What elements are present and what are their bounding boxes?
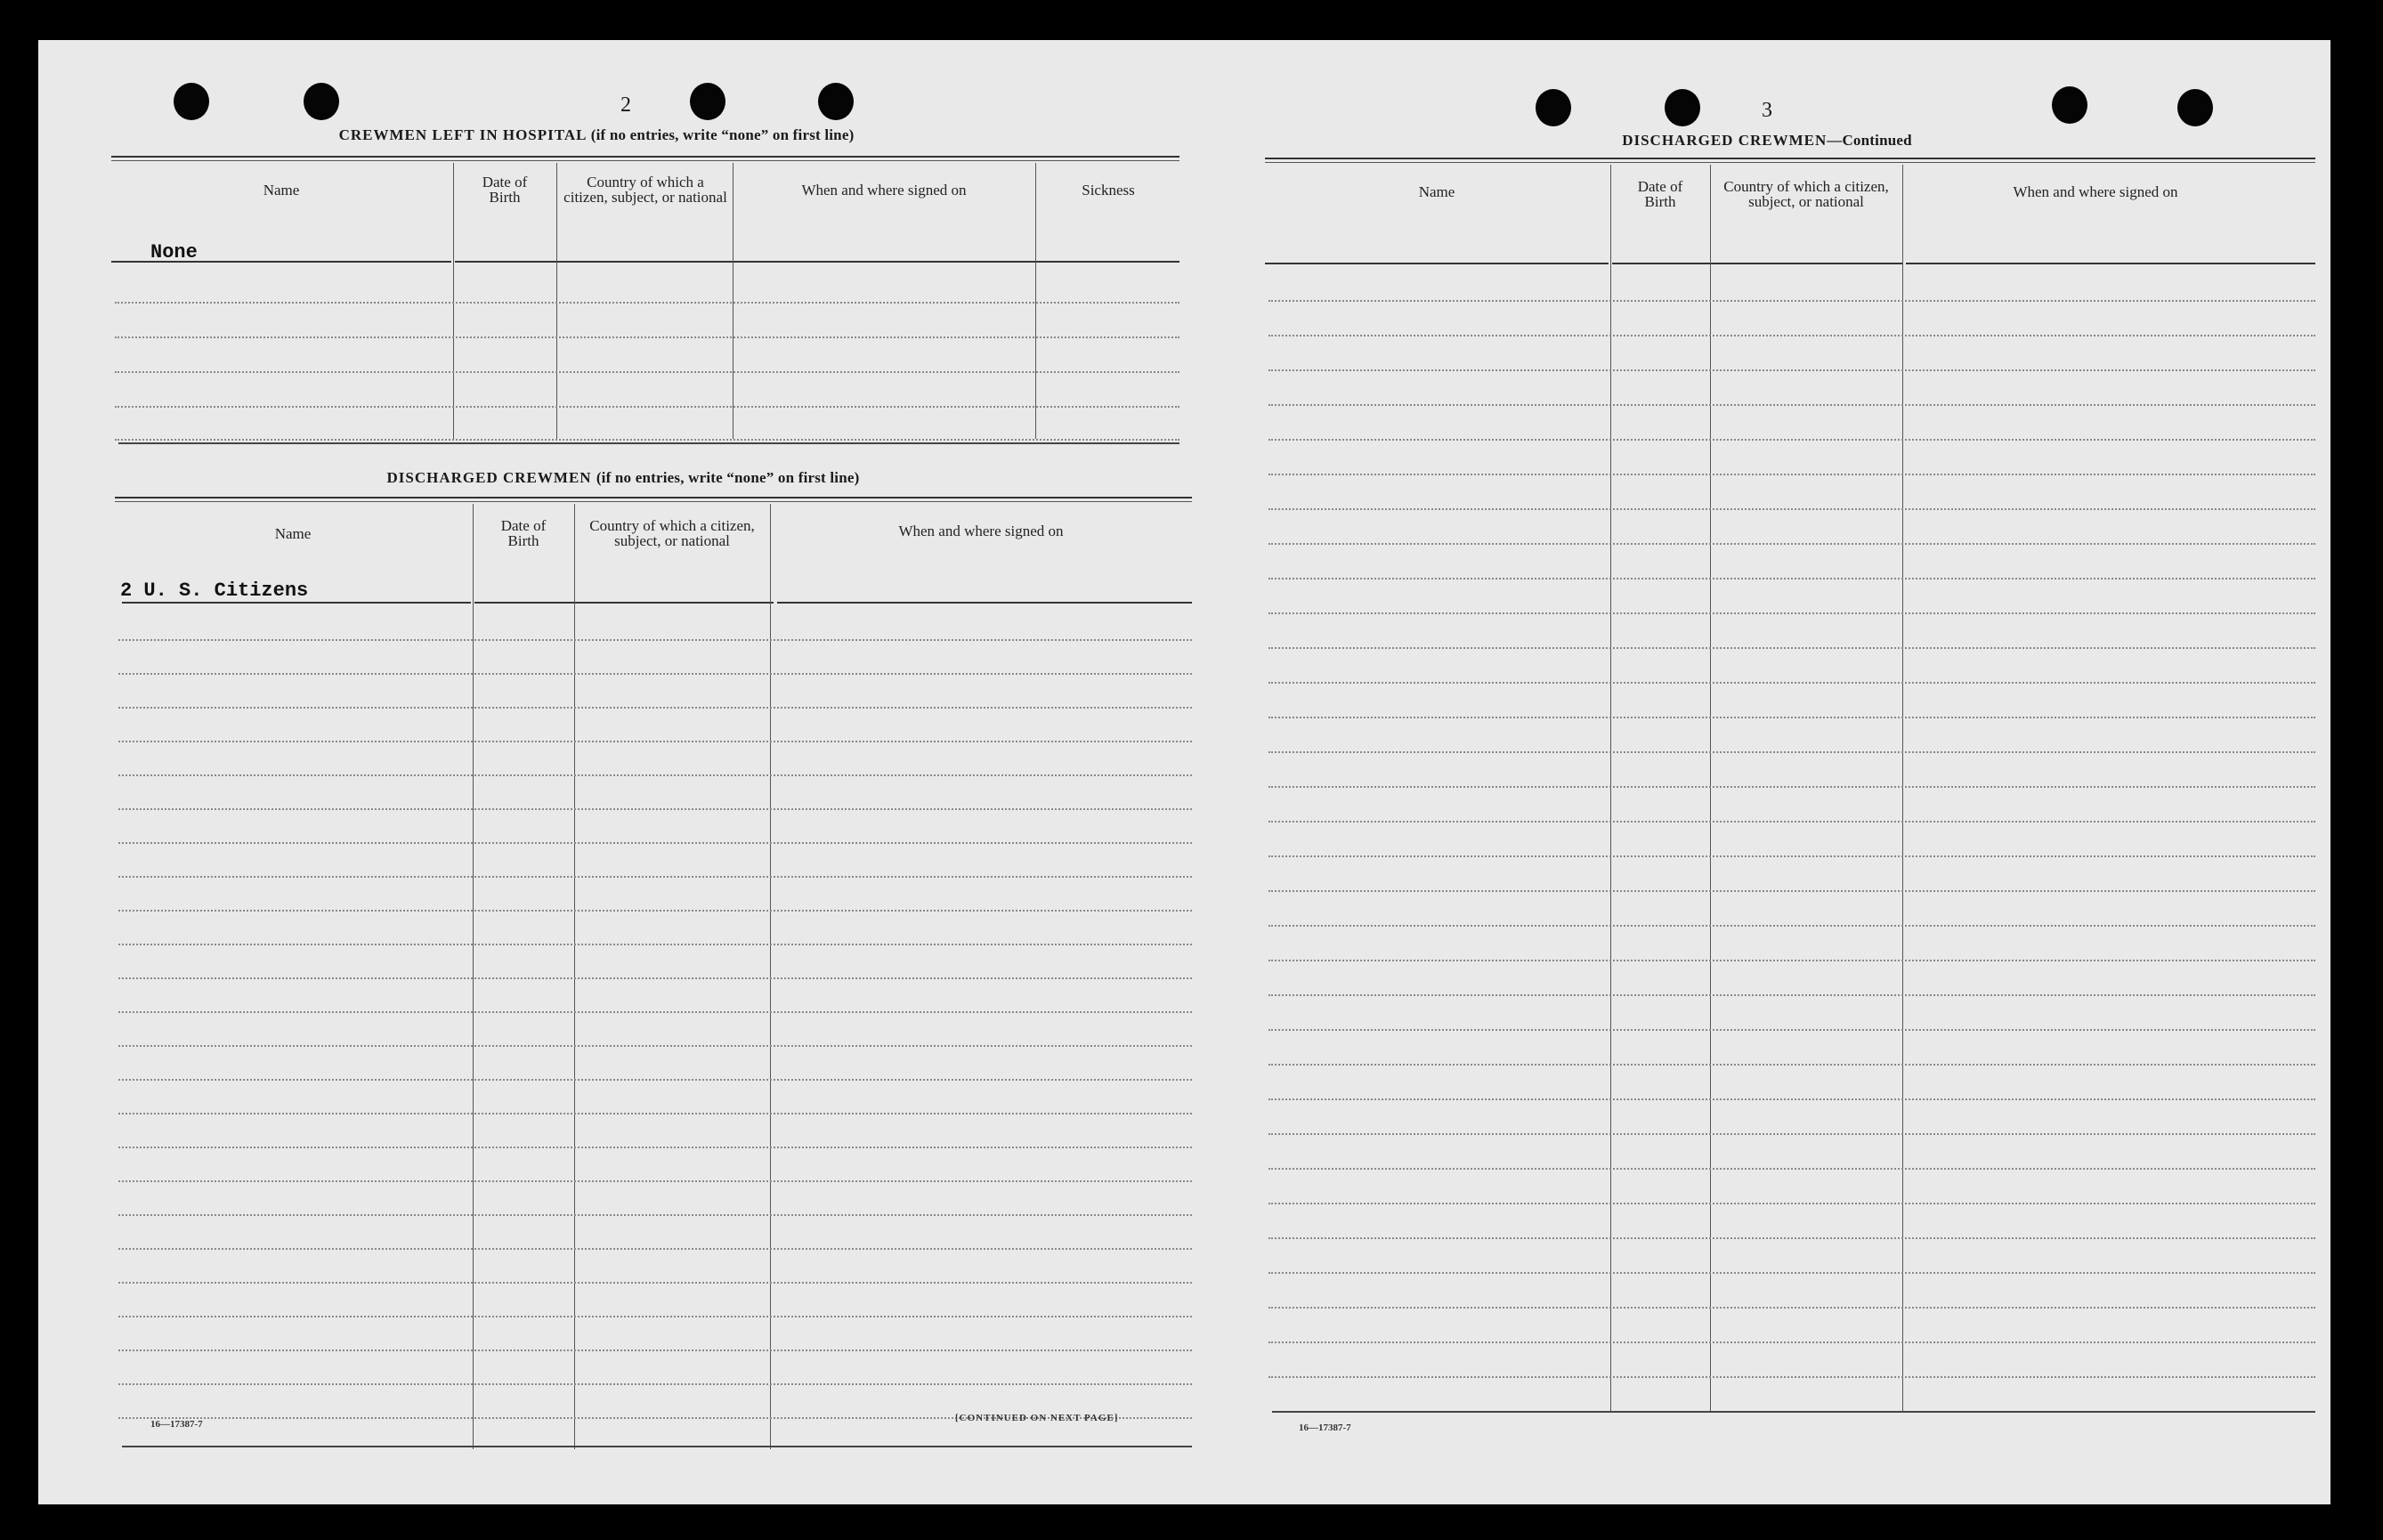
entry-line bbox=[118, 842, 1192, 844]
entry-line bbox=[1269, 1237, 2315, 1239]
entry-line bbox=[118, 1079, 1192, 1081]
entry-line bbox=[1269, 1376, 2315, 1378]
header-rule bbox=[122, 602, 471, 604]
entry-line bbox=[118, 910, 1192, 912]
entry-line bbox=[118, 774, 1192, 776]
entry-line bbox=[118, 1180, 1192, 1182]
column-header-country: Country of which a citizen, subject, or national bbox=[563, 174, 727, 206]
entry-line bbox=[1269, 855, 2315, 857]
column-header-date-of-birth: Date of Birth bbox=[500, 517, 547, 549]
column-header-date-of-birth: Date of Birth bbox=[482, 174, 528, 206]
table-bottom-rule bbox=[118, 442, 1179, 444]
column-divider bbox=[473, 504, 474, 1449]
column-divider bbox=[770, 504, 771, 1449]
column-divider bbox=[453, 163, 454, 439]
entry-line bbox=[118, 1350, 1192, 1351]
column-divider bbox=[1610, 165, 1611, 1413]
entry-line bbox=[118, 1214, 1192, 1216]
column-divider bbox=[574, 504, 575, 1449]
entry-line bbox=[1269, 751, 2315, 753]
entry-line bbox=[115, 336, 1179, 338]
header-rule bbox=[455, 261, 1179, 263]
entry-line bbox=[118, 639, 1192, 641]
entry-line bbox=[118, 1282, 1192, 1284]
column-divider bbox=[733, 163, 734, 439]
header-rule bbox=[1906, 263, 2315, 264]
entry-line bbox=[1269, 1098, 2315, 1100]
entry-line bbox=[1269, 925, 2315, 927]
header-rule bbox=[777, 602, 1192, 604]
page-number-right: 3 bbox=[1762, 99, 1772, 122]
column-header-country: Country of which a citizen, subject, or national bbox=[1723, 178, 1889, 210]
column-header-signed-on: When and where signed on bbox=[801, 181, 967, 199]
entry-line bbox=[1269, 1029, 2315, 1031]
hospital-instruction: (if no entries, write “none” on first line) bbox=[590, 126, 855, 143]
table-bottom-rule bbox=[1272, 1411, 2315, 1413]
entry-line bbox=[118, 977, 1192, 979]
entry-line bbox=[1269, 612, 2315, 614]
table-top-rule-2 bbox=[1265, 162, 2315, 163]
header-rule bbox=[1265, 263, 1609, 264]
entry-line bbox=[1269, 1341, 2315, 1343]
form-code-left: 16—17387-7 bbox=[150, 1419, 203, 1430]
entry-line bbox=[1269, 404, 2315, 406]
discharged-instruction: (if no entries, write “none” on first line) bbox=[596, 469, 860, 486]
entry-line bbox=[118, 944, 1192, 945]
entry-line bbox=[118, 1045, 1192, 1047]
hospital-table bbox=[111, 156, 1179, 485]
column-header-sickness: Sickness bbox=[1082, 181, 1135, 199]
column-divider bbox=[556, 163, 557, 439]
entry-line bbox=[118, 1316, 1192, 1317]
table-top-rule bbox=[1265, 158, 2315, 159]
entry-line bbox=[1269, 1064, 2315, 1066]
punch-hole bbox=[304, 83, 339, 120]
punch-hole bbox=[2052, 86, 2087, 124]
discharged-section-title bbox=[387, 469, 860, 487]
entry-line bbox=[115, 302, 1179, 304]
table-top-rule-2 bbox=[115, 501, 1192, 502]
hospital-title-text: CREWMEN LEFT IN HOSPITAL bbox=[338, 126, 587, 143]
entry-line bbox=[1269, 335, 2315, 336]
punch-hole bbox=[2177, 89, 2213, 126]
entry-line bbox=[115, 406, 1179, 408]
entry-line bbox=[115, 371, 1179, 373]
table-top-rule bbox=[111, 156, 1179, 158]
column-divider bbox=[1035, 163, 1036, 439]
table-bottom-rule bbox=[122, 1446, 1192, 1447]
entry-line bbox=[118, 1011, 1192, 1013]
entry-line bbox=[1269, 786, 2315, 788]
continued-note: [CONTINUED ON NEXT PAGE] bbox=[955, 1413, 1119, 1423]
discharged-entry-name: 2 U. S. Citizens bbox=[120, 580, 309, 602]
entry-line bbox=[1269, 647, 2315, 649]
entry-line bbox=[1269, 717, 2315, 718]
entry-line bbox=[1269, 682, 2315, 684]
column-header-signed-on: When and where signed on bbox=[898, 522, 1064, 539]
discharged-continued-title bbox=[1622, 132, 1912, 150]
table-top-rule-2 bbox=[111, 160, 1179, 161]
entry-line bbox=[118, 741, 1192, 742]
header-rule bbox=[474, 602, 774, 604]
discharged-continued-table bbox=[1265, 158, 2315, 1422]
entry-line bbox=[118, 876, 1192, 878]
entry-line bbox=[1269, 543, 2315, 545]
entry-line bbox=[1269, 1168, 2315, 1170]
entry-line bbox=[1269, 439, 2315, 441]
column-header-name: Name bbox=[263, 181, 300, 199]
column-divider bbox=[1710, 165, 1711, 1413]
document-sheet bbox=[38, 40, 2330, 1504]
column-divider bbox=[1902, 165, 1903, 1413]
entry-line bbox=[1269, 474, 2315, 475]
entry-line bbox=[1269, 994, 2315, 996]
punch-hole bbox=[818, 83, 854, 120]
entry-line bbox=[118, 1383, 1192, 1385]
hospital-entry-name: None bbox=[150, 241, 198, 263]
continued-suffix: —Continued bbox=[1827, 132, 1912, 149]
punch-hole bbox=[690, 83, 725, 120]
column-header-name: Name bbox=[1418, 182, 1455, 200]
entry-line bbox=[1269, 1133, 2315, 1135]
punch-hole bbox=[1665, 89, 1700, 126]
page-number-left: 2 bbox=[620, 93, 631, 117]
entry-line bbox=[1269, 1272, 2315, 1274]
entry-line bbox=[1269, 578, 2315, 580]
entry-line bbox=[118, 1248, 1192, 1250]
column-header-name: Name bbox=[274, 524, 312, 542]
entry-line bbox=[1269, 300, 2315, 302]
hospital-section-title bbox=[339, 126, 855, 144]
entry-line bbox=[1269, 508, 2315, 510]
discharged-table bbox=[115, 497, 1192, 1449]
table-top-rule bbox=[115, 497, 1192, 498]
entry-line bbox=[118, 673, 1192, 675]
header-rule bbox=[1612, 263, 1902, 264]
form-code-right: 16—17387-7 bbox=[1299, 1422, 1351, 1433]
entry-line bbox=[1269, 960, 2315, 961]
entry-line bbox=[1269, 369, 2315, 371]
entry-line bbox=[1269, 890, 2315, 892]
entry-line bbox=[1269, 1203, 2315, 1204]
column-header-country: Country of which a citizen, subject, or national bbox=[589, 517, 755, 549]
punch-hole bbox=[174, 83, 209, 120]
column-header-date-of-birth: Date of Birth bbox=[1637, 178, 1683, 210]
entry-line bbox=[1269, 1307, 2315, 1309]
entry-line bbox=[118, 808, 1192, 810]
entry-line bbox=[115, 439, 1179, 441]
column-header-signed-on: When and where signed on bbox=[2013, 182, 2178, 200]
punch-hole bbox=[1536, 89, 1571, 126]
discharged-continued-title-text: DISCHARGED CREWMEN bbox=[1622, 132, 1828, 149]
entry-line bbox=[118, 1147, 1192, 1148]
discharged-title-text: DISCHARGED CREWMEN bbox=[386, 469, 592, 486]
entry-line bbox=[118, 1113, 1192, 1114]
entry-line bbox=[118, 707, 1192, 709]
entry-line bbox=[1269, 821, 2315, 823]
